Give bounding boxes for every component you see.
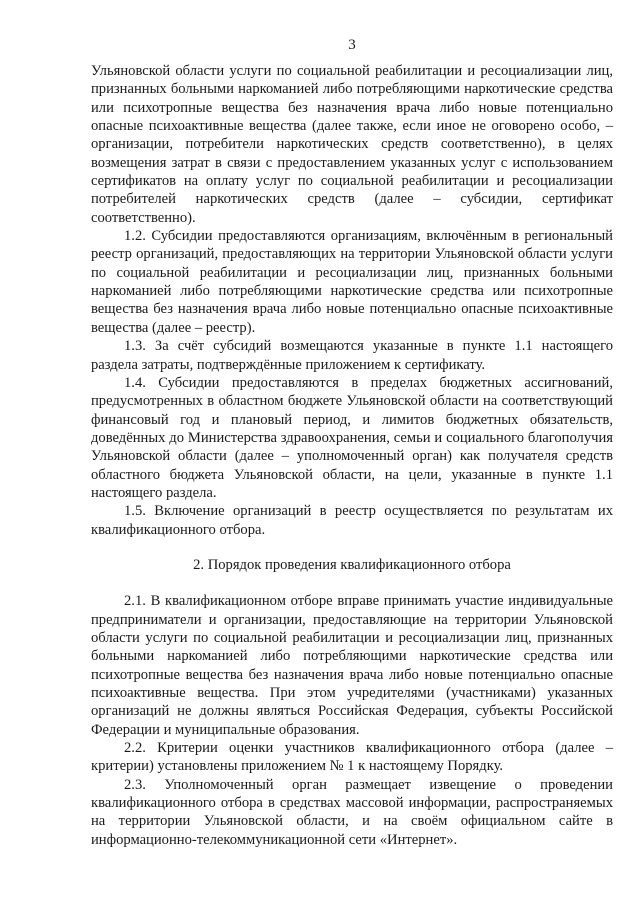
paragraph-2-3: 2.3. Уполномоченный орган размещает извещение о проведении квалификационного отбора в средствах массовой информации, распространяемых на территории Ульяновской области, и на своём официальном сайте в информационно-телекоммуникационной сети «Интернет».	[91, 776, 613, 848]
paragraph-continuation: Ульяновской области услуги по социальной реабилитации и ресоциализации лиц, признанных больными наркоманией либо потребляющими наркотические средства или психотропные вещества без назначения врача либо новые потенциально опасные психоактивные вещества (далее также, если иное не оговорено особо, – организации, потребители наркотических средств соответственно), в целях возмещения затрат в связи с предоставлением указанных услуг с использованием сертификатов на оплату услуг по социальной реабилитации и ресоциализации потребителей наркотических средств (далее – субсидии, сертификат соответственно).	[91, 63, 613, 226]
paragraph-1-3: 1.3. За счёт субсидий возмещаются указанные в пункте 1.1 настоящего раздела затраты, подтверждённые приложением к сертификату.	[91, 338, 613, 373]
paragraph-1-5: 1.5. Включение организаций в реестр осуществляется по результатам их квалификационного отбора.	[91, 503, 613, 538]
paragraph-1-2: 1.2. Субсидии предоставляются организациям, включённым в региональный реестр организаций, предоставляющих на территории Ульяновской области услуги по социальной реабилитации и ресоциализации лиц, признанных больными наркоманией либо потребляющими наркотические средства или психотропные вещества без назначения врача либо новые потенциально опасные психоактивные вещества (далее – реестр).	[91, 228, 613, 336]
paragraph-1-4: 1.4. Субсидии предоставляются в пределах бюджетных ассигнований, предусмотренных в областном бюджете Ульяновской области на соответствующий финансовый год и плановый период, и лимитов бюджетных обязательств, доведённых до Министерства здравоохранения, семьи и социального благополучия Ульяновской области (далее – уполномоченный орган) как получателя средств областного бюджета Ульяновской области, на цели, указанные в пункте 1.1 настоящего раздела.	[91, 374, 613, 501]
section-2-heading: 2. Порядок проведения квалификационного отбора	[193, 556, 511, 573]
paragraph-2-1: 2.1. В квалификационном отборе вправе принимать участие индивидуальные предприниматели и организации, предоставляющие на территории Ульяновской области услуги по социальной реабилитации и ресоциализации лиц, признанных больными наркоманией либо потребляющими наркотические средства или психотропные вещества без назначения врача либо новые потенциально опасные психоактивные вещества. При этом учредителями (участниками) указанных организаций не должны являться Российская Федерация, субъекты Российской Федерации и муниципальные образования.	[91, 593, 613, 738]
page-number: 3	[348, 37, 356, 53]
document-page	[91, 36, 613, 849]
paragraph-2-2: 2.2. Критерии оценки участников квалификационного отбора (далее – критерии) установлены приложением № 1 к настоящему Порядку.	[91, 740, 613, 775]
